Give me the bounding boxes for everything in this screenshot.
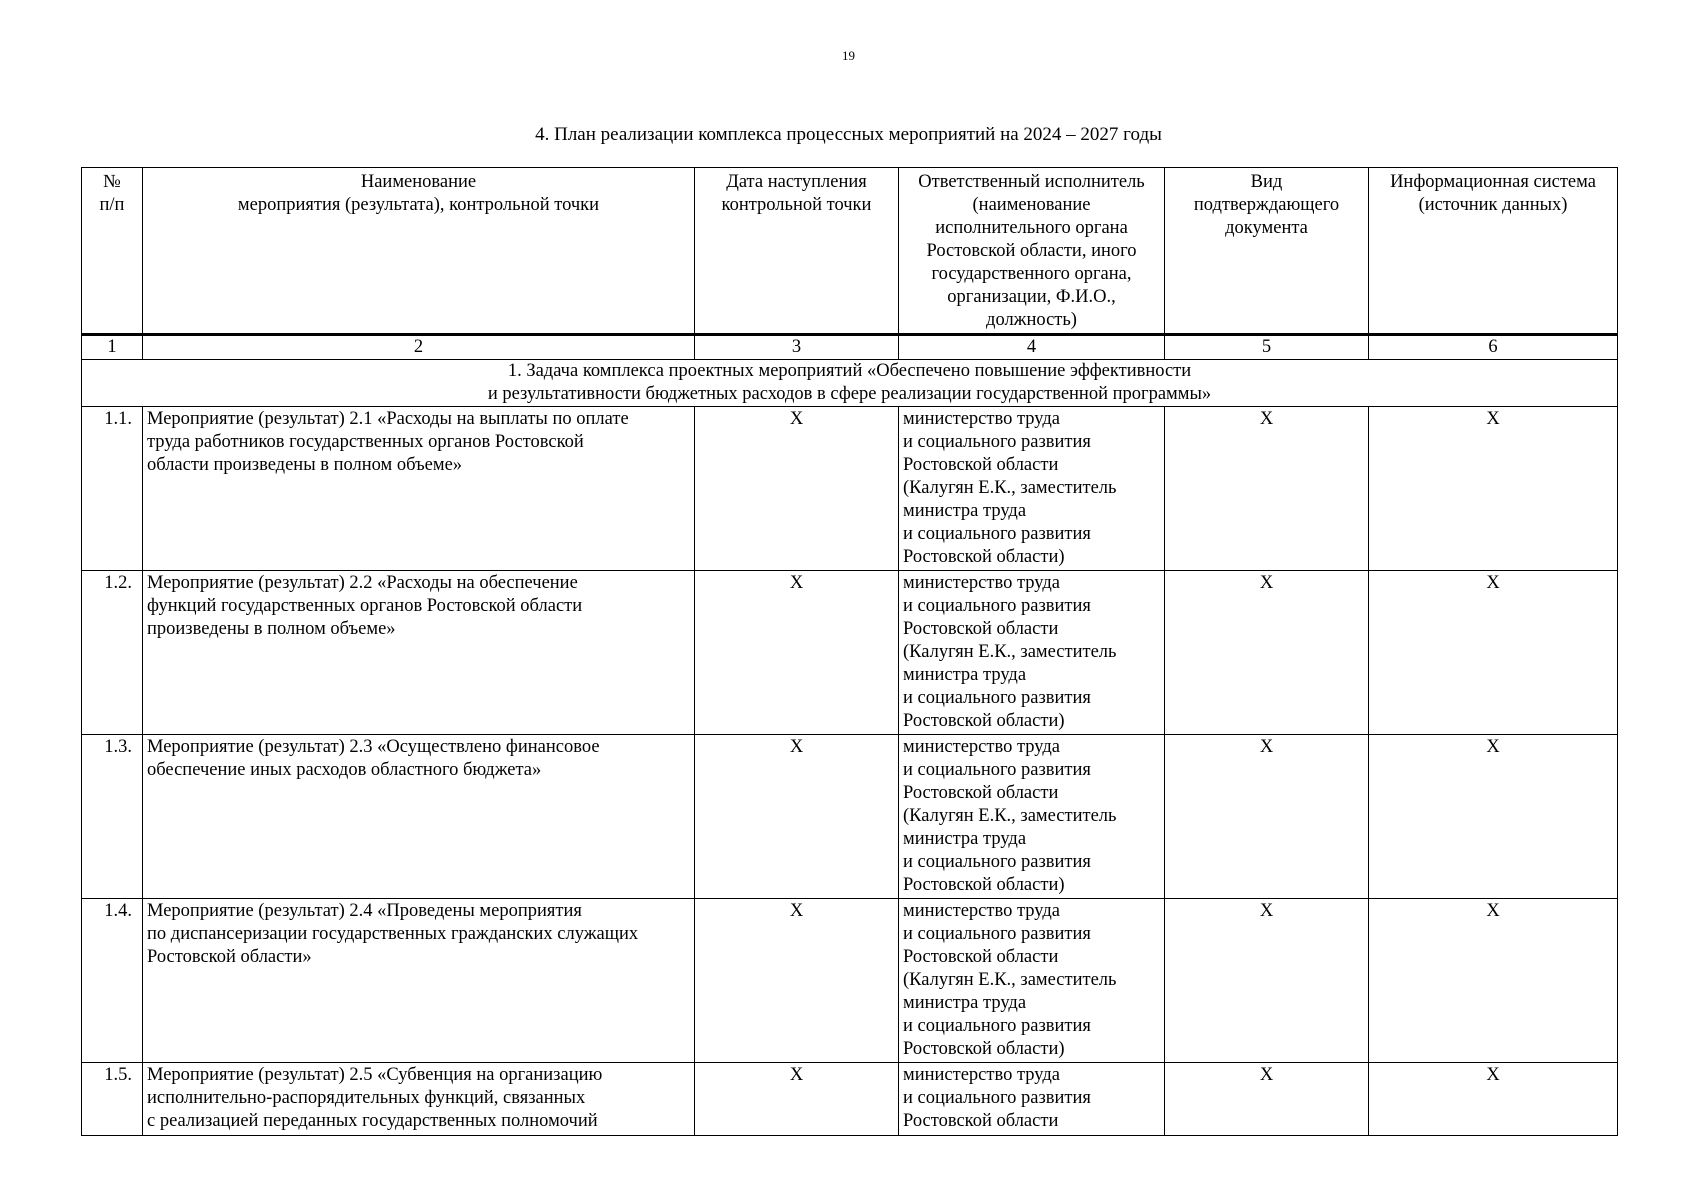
row-number: 1.2. (82, 571, 143, 735)
row-number: 1.3. (82, 735, 143, 899)
row-document: X (1165, 1063, 1369, 1136)
row-executor: министерство труда и социального развития Ростовской области (Калугян Е.К., заместитель министра труда и социального развития Ростовской области) (899, 735, 1165, 899)
column-number: 2 (143, 335, 695, 360)
column-number: 4 (899, 335, 1165, 360)
row-document: X (1165, 735, 1369, 899)
row-system: X (1369, 899, 1618, 1063)
header-system: Информационная система (источник данных) (1369, 168, 1618, 335)
section-row (82, 360, 1618, 407)
row-executor: министерство труда и социального развития Ростовской области (Калугян Е.К., заместитель министра труда и социального развития Ростовской области) (899, 407, 1165, 571)
column-number: 3 (695, 335, 899, 360)
row-executor: министерство труда и социального развития Ростовской области (899, 1063, 1165, 1136)
row-date: X (695, 571, 899, 735)
table-row (82, 735, 1618, 899)
row-name: Мероприятие (результат) 2.5 «Субвенция на организацию исполнительно-распорядительных функций, связанных с реализацией переданных государственных полномочий (143, 1063, 695, 1136)
row-number: 1.1. (82, 407, 143, 571)
column-number: 6 (1369, 335, 1618, 360)
row-document: X (1165, 899, 1369, 1063)
row-date: X (695, 735, 899, 899)
header-row (82, 168, 1618, 335)
row-name: Мероприятие (результат) 2.2 «Расходы на обеспечение функций государственных органов Ростовской области произведены в полном объеме» (143, 571, 695, 735)
row-system: X (1369, 571, 1618, 735)
page-number: 19 (842, 48, 855, 63)
header-executor: Ответственный исполнитель (наименование исполнительного органа Ростовской области, иного государственного органа, организации, Ф.И.О., должность) (899, 168, 1165, 335)
row-name: Мероприятие (результат) 2.4 «Проведены мероприятия по диспансеризации государственных гражданских служащих Ростовской области» (143, 899, 695, 1063)
section-title: 1. Задача комплекса проектных мероприятий «Обеспечено повышение эффективности и результативности бюджетных расходов в сфере реализации государственной программы» (82, 360, 1618, 407)
table-row (82, 1063, 1618, 1136)
column-number: 1 (82, 335, 143, 360)
row-name: Мероприятие (результат) 2.3 «Осуществлено финансовое обеспечение иных расходов областного бюджета» (143, 735, 695, 899)
table-row (82, 571, 1618, 735)
column-number-row (82, 335, 1618, 360)
column-number: 5 (1165, 335, 1369, 360)
row-date: X (695, 1063, 899, 1136)
row-executor: министерство труда и социального развития Ростовской области (Калугян Е.К., заместитель министра труда и социального развития Ростовской области) (899, 571, 1165, 735)
row-number: 1.4. (82, 899, 143, 1063)
header-number: № п/п (82, 168, 143, 335)
row-system: X (1369, 1063, 1618, 1136)
table-row (82, 407, 1618, 571)
document-title: 4. План реализации комплекса процессных мероприятий на 2024 – 2027 годы (535, 124, 1162, 145)
row-date: X (695, 899, 899, 1063)
row-system: X (1369, 407, 1618, 571)
row-name: Мероприятие (результат) 2.1 «Расходы на выплаты по оплате труда работников государственных органов Ростовской области произведены в полном объеме» (143, 407, 695, 571)
implementation-plan-table (81, 167, 1618, 1136)
table-row (82, 899, 1618, 1063)
row-document: X (1165, 571, 1369, 735)
row-system: X (1369, 735, 1618, 899)
row-number: 1.5. (82, 1063, 143, 1136)
header-date: Дата наступления контрольной точки (695, 168, 899, 335)
row-executor: министерство труда и социального развития Ростовской области (Калугян Е.К., заместитель министра труда и социального развития Ростовской области) (899, 899, 1165, 1063)
row-document: X (1165, 407, 1369, 571)
row-date: X (695, 407, 899, 571)
header-name: Наименование мероприятия (результата), контрольной точки (143, 168, 695, 335)
header-document: Вид подтверждающего документа (1165, 168, 1369, 335)
